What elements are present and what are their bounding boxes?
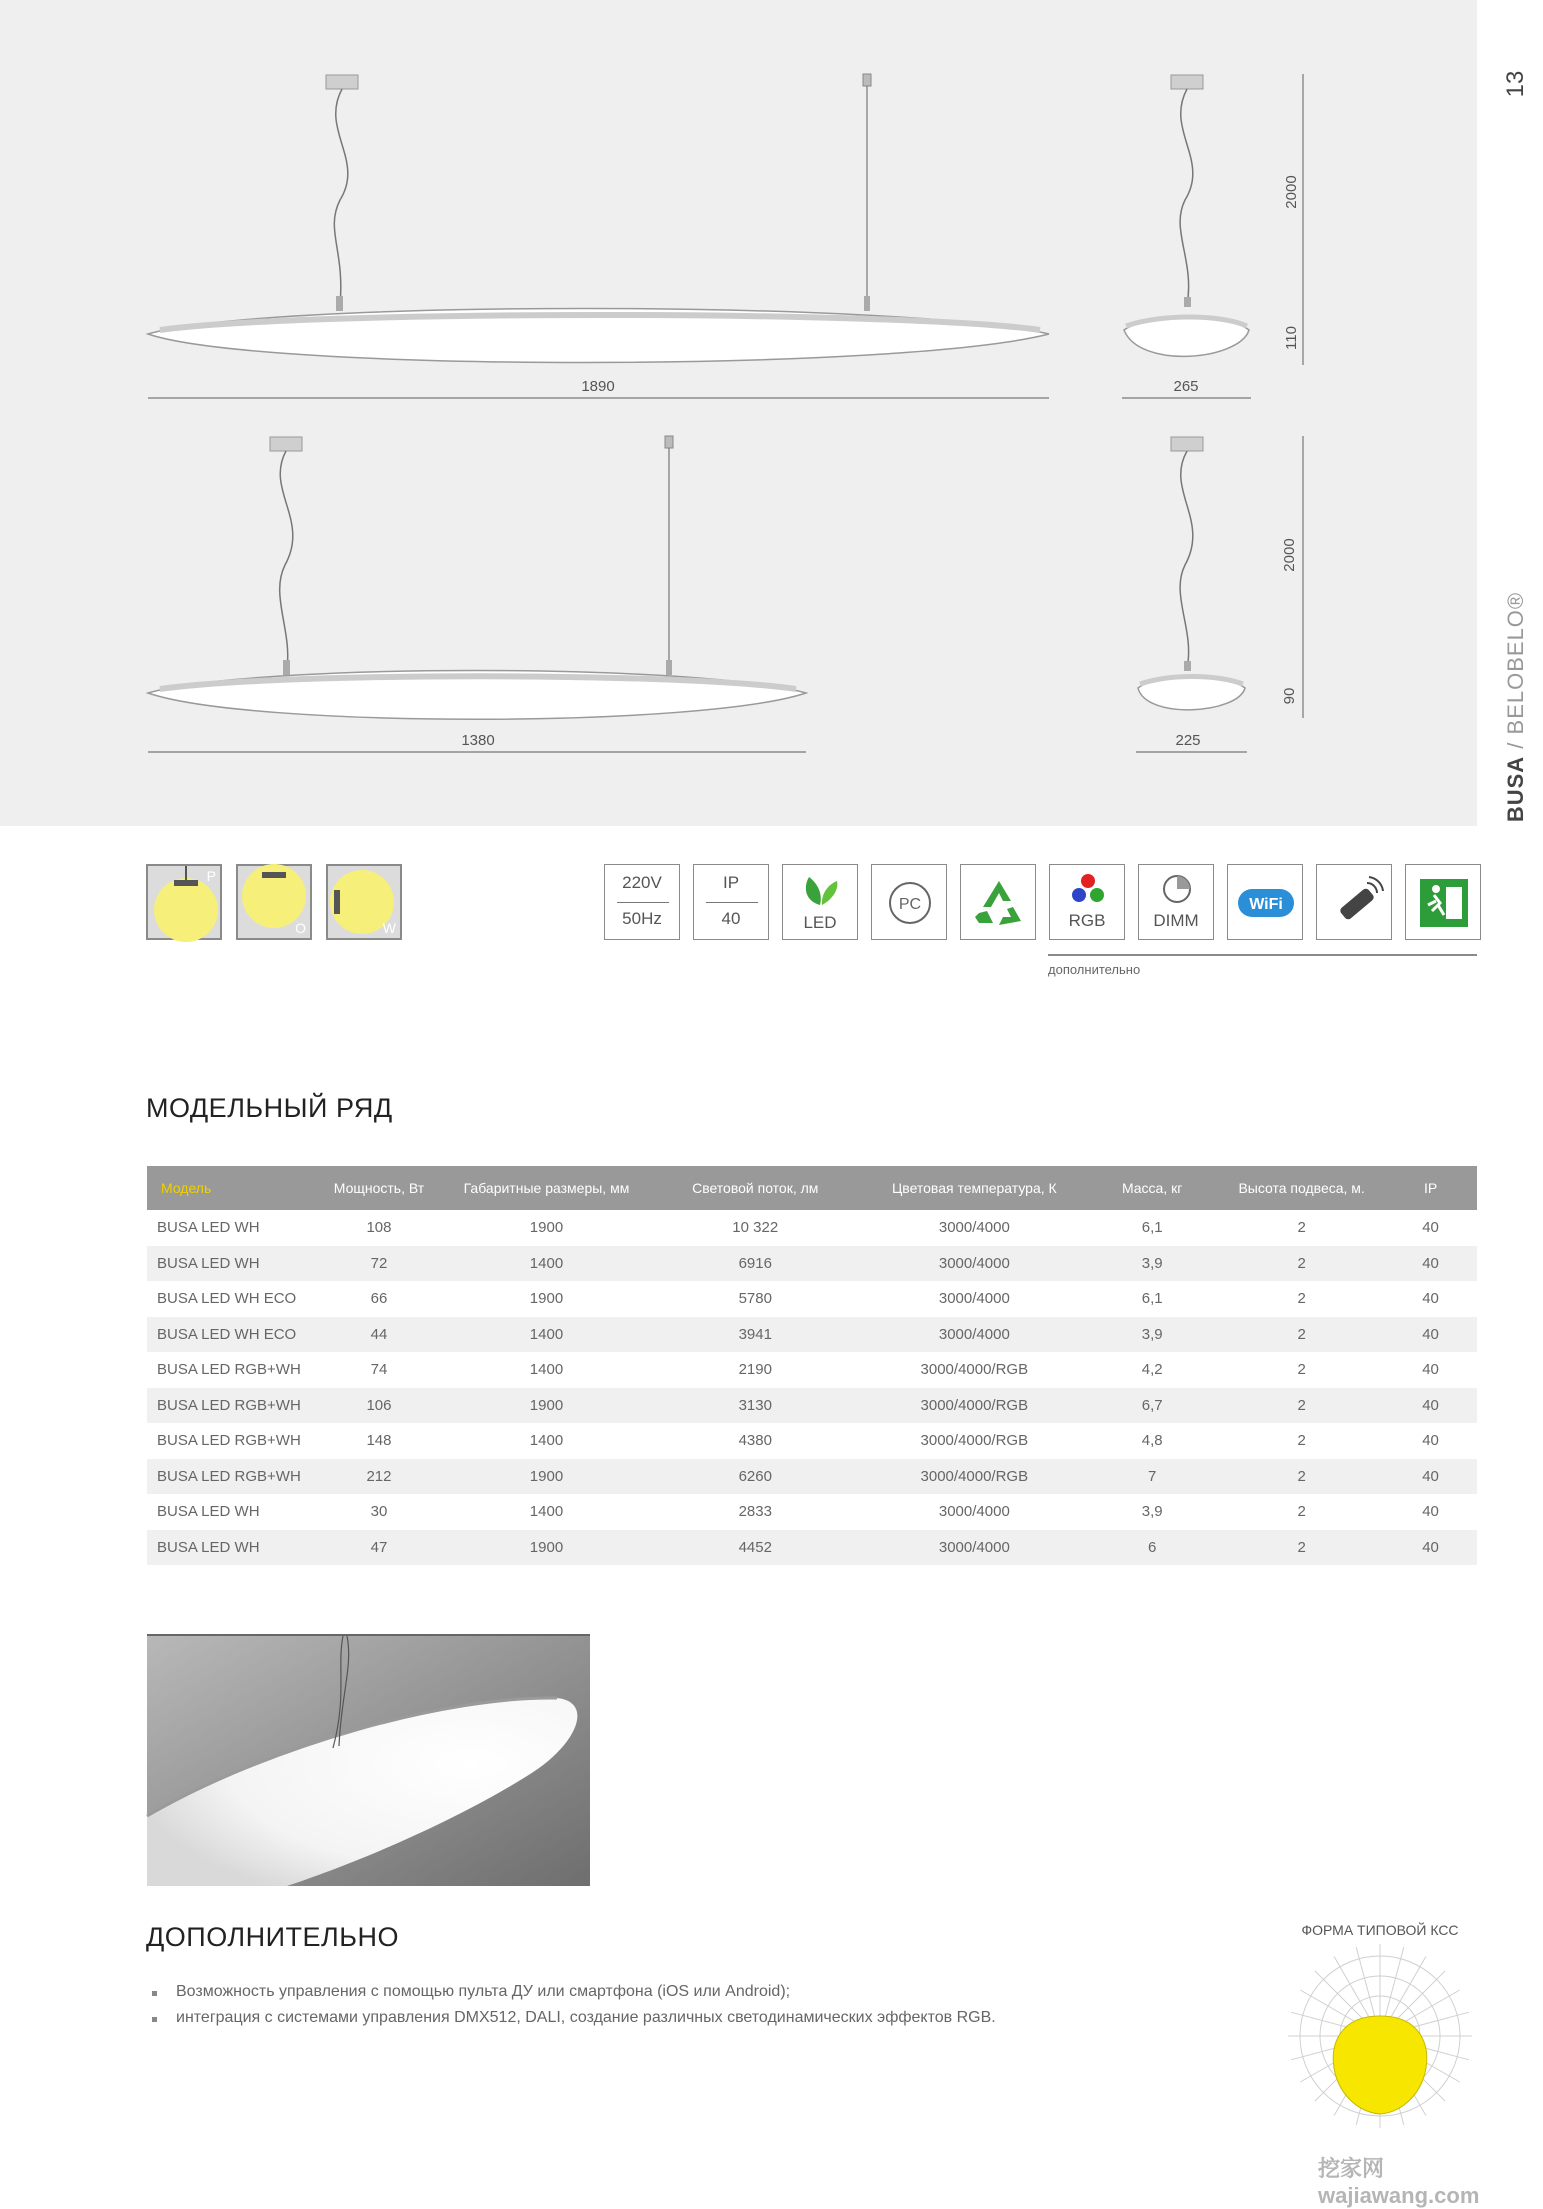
table-cell: BUSA LED WH [147,1494,312,1530]
emergency-badge [1405,864,1481,940]
table-cell: 66 [312,1281,446,1317]
table-cell: 2 [1219,1423,1384,1459]
header-mass: Масса, кг [1085,1166,1219,1210]
table-cell: 1400 [446,1494,647,1530]
table-cell: 1400 [446,1317,647,1353]
table-cell: 3000/4000 [864,1246,1086,1282]
side-brand-label [1503,557,1537,857]
ip-label: IP [722,873,740,892]
remote-control-icon [1317,865,1393,941]
table-cell: 40 [1384,1530,1477,1566]
voltage-value: 220V [622,873,662,892]
table-cell: 40 [1384,1352,1477,1388]
table-cell: 4380 [647,1423,864,1459]
table-cell: 2 [1219,1210,1384,1246]
model-section-title: МОДЕЛЬНЫЙ РЯД [146,1093,393,1123]
brand-company: BELOBELO® [1503,591,1528,735]
extra-section-title: ДОПОЛНИТЕЛЬНО [146,1922,399,1952]
kss-diagram [1280,1942,1480,2137]
mount-letter-o: O [295,920,306,936]
wifi-text: WiFi [1249,896,1283,913]
table-cell: 40 [1384,1317,1477,1353]
table-cell: BUSA LED WH [147,1530,312,1566]
table-cell: 2 [1219,1281,1384,1317]
table-cell: 72 [312,1246,446,1282]
dimension-height-90: 90 [1281,687,1298,705]
table-cell: 3000/4000/RGB [864,1423,1086,1459]
table-cell: BUSA LED WH [147,1210,312,1246]
table-cell: 6,7 [1085,1388,1219,1424]
table-cell: 106 [312,1388,446,1424]
list-item: интеграция с системами управления DMX512, DALI, создание различных светодинамических эффектов RGB. [150,2009,996,2035]
table-row [147,1530,1477,1566]
dimension-width-265: 265 [1173,378,1199,395]
extra-bullets [150,1983,996,2035]
table-cell: 3941 [647,1317,864,1353]
dimension-width-225: 225 [1175,732,1201,749]
table-row [147,1352,1477,1388]
ip-value: 40 [721,909,741,928]
dimension-height-110: 110 [1283,326,1300,350]
table-row [147,1281,1477,1317]
remote-badge [1316,864,1392,940]
table-cell: 2 [1219,1317,1384,1353]
luminaire-long-side-view [1122,74,1303,398]
table-cell: 2833 [647,1494,864,1530]
table-cell: 1900 [446,1459,647,1495]
mount-icon-pendant [146,864,222,940]
dimm-label: DIMM [1153,911,1199,930]
page-number: 13 [1502,70,1529,98]
table-cell: 1400 [446,1423,647,1459]
model-table [147,1166,1477,1565]
table-cell: 3000/4000/RGB [864,1459,1086,1495]
table-cell: 6 [1085,1530,1219,1566]
polar-diagram [1280,1942,1480,2132]
certification-badge [871,864,947,940]
wifi-icon [1228,865,1304,941]
dimension-height-2000: 2000 [1283,175,1300,209]
table-row [147,1423,1477,1459]
table-cell: BUSA LED RGB+WH [147,1388,312,1424]
table-cell: 74 [312,1352,446,1388]
dimension-height-2000-short: 2000 [1281,538,1298,572]
table-cell: 5780 [647,1281,864,1317]
table-row [147,1246,1477,1282]
table-cell: 6916 [647,1246,864,1282]
wifi-badge [1227,864,1303,940]
table-cell: 40 [1384,1281,1477,1317]
recycle-icon [961,865,1037,941]
table-cell: BUSA LED RGB+WH [147,1459,312,1495]
table-cell: 6260 [647,1459,864,1495]
mount-icon-wall [326,864,402,940]
table-cell: 2 [1219,1530,1384,1566]
table-cell: 10 322 [647,1210,864,1246]
table-cell: 3000/4000 [864,1210,1086,1246]
table-cell: 1900 [446,1281,647,1317]
emergency-exit-icon [1406,865,1482,941]
ip-badge [693,864,769,940]
table-cell: 1400 [446,1352,647,1388]
recycle-badge [960,864,1036,940]
dimension-length-1890: 1890 [581,378,615,395]
feature-divider [1048,954,1477,956]
header-dimensions: Габаритные размеры, мм [446,1166,647,1210]
table-row [147,1210,1477,1246]
table-cell: 108 [312,1210,446,1246]
technical-drawing-area [0,0,1477,826]
header-model: Модель [147,1166,312,1210]
table-cell: 3,9 [1085,1494,1219,1530]
mount-icon-overhead [236,864,312,940]
table-cell: 3000/4000 [864,1281,1086,1317]
table-row [147,1459,1477,1495]
table-cell: 3,9 [1085,1246,1219,1282]
table-cell: 3000/4000/RGB [864,1388,1086,1424]
led-badge [782,864,858,940]
table-cell: 4452 [647,1530,864,1566]
rgb-label: RGB [1068,911,1106,930]
led-label: LED [803,913,837,932]
table-cell: 2 [1219,1246,1384,1282]
table-cell: 2 [1219,1494,1384,1530]
table-cell: BUSA LED RGB+WH [147,1352,312,1388]
table-cell: 1900 [446,1388,647,1424]
table-row [147,1317,1477,1353]
kss-title: ФОРМА ТИПОВОЙ КСС [1301,1922,1459,1938]
table-cell: 2190 [647,1352,864,1388]
table-cell: 2 [1219,1388,1384,1424]
table-cell: 2 [1219,1459,1384,1495]
table-cell: 1900 [446,1210,647,1246]
table-cell: 148 [312,1423,446,1459]
svg-text:PC: PC [898,896,922,913]
table-cell: 6,1 [1085,1281,1219,1317]
table-header-row [147,1166,1477,1210]
dimm-badge [1138,864,1214,940]
dimension-drawings [0,0,1477,826]
header-power: Мощность, Вт [312,1166,446,1210]
mount-letter-p: P [206,868,216,884]
table-row [147,1494,1477,1530]
header-height: Высота подвеса, м. [1219,1166,1384,1210]
dimension-length-1380: 1380 [461,732,495,749]
brand-separator: / [1503,734,1528,756]
table-cell: BUSA LED WH ECO [147,1281,312,1317]
header-color-temp: Цветовая температура, К [864,1166,1086,1210]
product-photo [147,1634,590,1884]
table-cell: 3000/4000 [864,1317,1086,1353]
table-cell: BUSA LED RGB+WH [147,1423,312,1459]
table-cell: 7 [1085,1459,1219,1495]
list-item: Возможность управления с помощью пульта ДУ или смартфона (iOS или Android); [150,1983,996,2009]
pct-certification-icon [872,865,948,941]
table-cell: 40 [1384,1210,1477,1246]
watermark: 挖家网 wajiawang.com [1318,2156,1480,2208]
table-cell: 4,2 [1085,1352,1219,1388]
feature-note: дополнительно [1048,962,1141,977]
luminaire-short-front-view [148,436,806,752]
luminaire-long-front-view [148,74,1049,398]
table-cell: 40 [1384,1494,1477,1530]
voltage-badge [604,864,680,940]
model-table-body [147,1210,1477,1565]
header-flux: Световой поток, лм [647,1166,864,1210]
table-cell: 3000/4000 [864,1494,1086,1530]
table-cell: 40 [1384,1423,1477,1459]
rgb-badge [1049,864,1125,940]
table-cell: 3000/4000 [864,1530,1086,1566]
table-cell: 40 [1384,1388,1477,1424]
table-cell: 2 [1219,1352,1384,1388]
table-cell: 40 [1384,1459,1477,1495]
table-cell: 40 [1384,1246,1477,1282]
table-cell: 30 [312,1494,446,1530]
brand-product: BUSA [1503,755,1528,823]
table-cell: 6,1 [1085,1210,1219,1246]
table-cell: 1900 [446,1530,647,1566]
luminaire-photo [147,1636,590,1886]
table-cell: 212 [312,1459,446,1495]
frequency-value: 50Hz [622,909,662,928]
header-ip: IP [1384,1166,1477,1210]
table-row [147,1388,1477,1424]
table-cell: 4,8 [1085,1423,1219,1459]
table-cell: 3000/4000/RGB [864,1352,1086,1388]
table-cell: 1400 [446,1246,647,1282]
luminaire-short-side-view [1136,436,1303,752]
table-cell: 3130 [647,1388,864,1424]
table-cell: 47 [312,1530,446,1566]
table-cell: BUSA LED WH [147,1246,312,1282]
mount-letter-w: W [382,920,396,936]
table-cell: 3,9 [1085,1317,1219,1353]
table-cell: 44 [312,1317,446,1353]
table-cell: BUSA LED WH ECO [147,1317,312,1353]
